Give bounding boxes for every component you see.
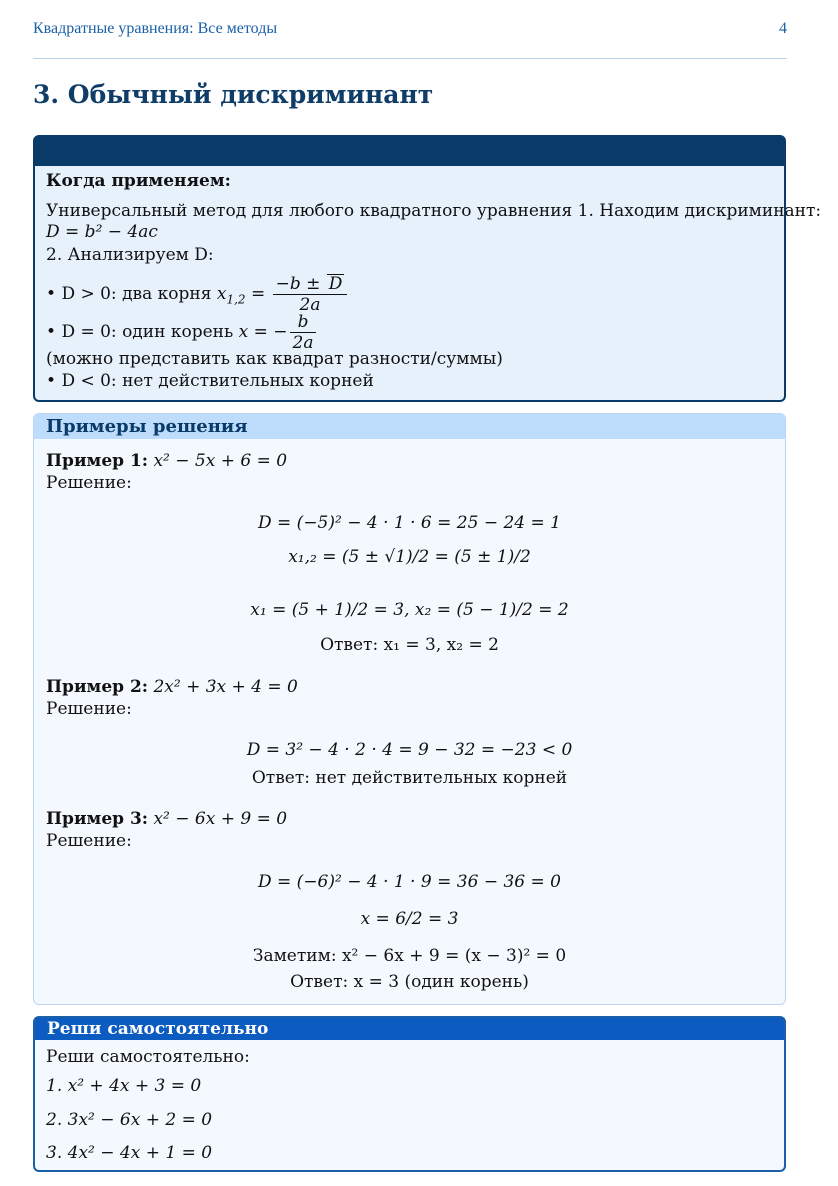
example2-equation: 2x² + 3x + 4 = 0 bbox=[153, 677, 298, 697]
theory-step2: 2. Анализируем D: bbox=[46, 245, 214, 265]
running-header bbox=[33, 20, 787, 42]
practice-item-3: 3. 4x² − 4x + 1 = 0 bbox=[46, 1143, 213, 1163]
page-number: 4 bbox=[779, 20, 787, 37]
example1-discriminant: D = (−5)² − 4 · 1 · 6 = 25 − 24 = 1 bbox=[258, 513, 561, 533]
theory-line1: Универсальный метод для любого квадратного уравнения 1. Находим дискриминант: bbox=[46, 201, 822, 221]
example3-solution-label: Решение: bbox=[46, 831, 132, 851]
example2-discriminant: D = 3² − 4 · 2 · 4 = 9 − 32 = −23 < 0 bbox=[246, 740, 573, 760]
case-positive: • D > 0: два корня $x_{1,2}$ = $\frac{-b \pm D}{2a}$ bbox=[46, 270, 349, 323]
roots-formula: $\frac{-b \pm D}{2a}$ bbox=[273, 274, 348, 315]
case-positive-text: D > 0: два корня bbox=[61, 284, 212, 304]
example3-equation: x² − 6x + 9 = 0 bbox=[153, 809, 288, 829]
example3-answer: Ответ: x = 3 (один корень) bbox=[290, 972, 529, 992]
example1-roots: x₁,₂ = (5 ± √1)/2 = (5 ± 1)/2 bbox=[288, 547, 531, 567]
header-divider bbox=[33, 58, 787, 59]
bullet: • bbox=[46, 322, 57, 342]
case-zero-text: D = 0: один корень bbox=[61, 322, 234, 342]
example1-answer: Ответ: x₁ = 3, x₂ = 2 bbox=[320, 635, 499, 655]
example3-statement bbox=[46, 808, 287, 830]
single-root-formula: $\frac{b}{2a}$ bbox=[290, 312, 317, 353]
practice-item-1: 1. x² + 4x + 3 = 0 bbox=[46, 1076, 202, 1096]
example3-root: x = 6/2 = 3 bbox=[360, 909, 459, 929]
example2-answer: Ответ: нет действительных корней bbox=[251, 768, 568, 788]
example2-solution-label: Решение: bbox=[46, 699, 132, 719]
case-negative-text: D < 0: нет действительных корней bbox=[61, 371, 374, 391]
examples-title: Примеры решения bbox=[34, 414, 785, 439]
bullet: • bbox=[46, 284, 57, 304]
example3-note: Заметим: x² − 6x + 9 = (x − 3)² = 0 bbox=[252, 946, 567, 966]
example2-label: Пример 2: bbox=[46, 677, 149, 697]
example1-statement bbox=[46, 450, 287, 472]
example1-root-values: x₁ = (5 + 1)/2 = 3, x₂ = (5 − 1)/2 = 2 bbox=[250, 600, 569, 620]
case-zero: • D = 0: один корень x = − $\frac{b}{2a}$ bbox=[46, 310, 318, 354]
formula-discriminant: D = b² − 4ac bbox=[46, 222, 158, 242]
theory-heading: Когда применяем: bbox=[46, 171, 231, 191]
example3-label: Пример 3: bbox=[46, 809, 149, 829]
example3-discriminant: D = (−6)² − 4 · 1 · 9 = 36 − 36 = 0 bbox=[258, 872, 561, 892]
example1-solution-label: Решение: bbox=[46, 473, 132, 493]
example1-equation: x² − 5x + 6 = 0 bbox=[153, 451, 288, 471]
document-title: Квадратные уравнения: Все методы bbox=[33, 20, 278, 37]
case-negative bbox=[46, 370, 374, 392]
theory-box-header bbox=[35, 137, 784, 166]
practice-title: Реши самостоятельно bbox=[35, 1018, 784, 1040]
theory-note: (можно представить как квадрат разности/суммы) bbox=[46, 349, 503, 369]
bullet: • bbox=[46, 371, 57, 391]
practice-item-2: 2. 3x² − 6x + 2 = 0 bbox=[46, 1110, 213, 1130]
section-title: 3. Обычный дискриминант bbox=[33, 80, 434, 109]
example1-label: Пример 1: bbox=[46, 451, 149, 471]
example2-statement bbox=[46, 676, 298, 698]
practice-intro: Реши самостоятельно: bbox=[46, 1047, 250, 1067]
